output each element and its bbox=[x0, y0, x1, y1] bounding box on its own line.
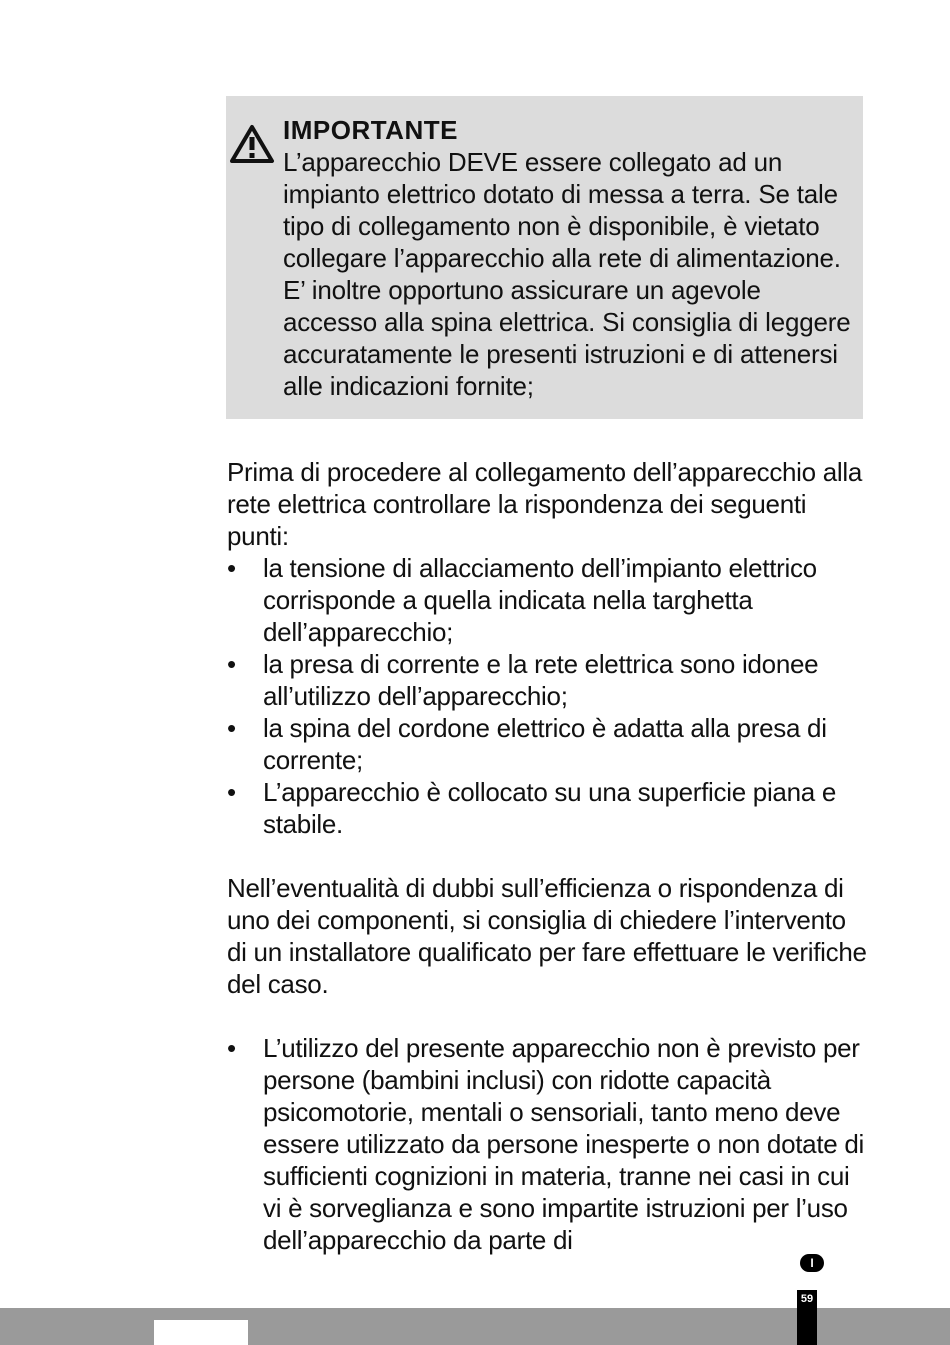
list-item bbox=[227, 1032, 869, 1256]
warning-title: IMPORTANTE bbox=[283, 115, 458, 145]
warning-body: L’apparecchio DEVE essere collegato ad un impianto elettrico dotato di messa a terra. Se tale tipo di collegamento non è disponibile, è vietato collegare l’apparecchio alla rete di alimentazione. E’ inoltre opportuno assicurare un agevole accesso alla spina elettrica. Si consiglia di leggere accuratamente le presenti istruzioni e di attenersi alle indicazioni fornite; bbox=[283, 147, 851, 401]
language-badge: I bbox=[800, 1254, 824, 1272]
page-number: 59 bbox=[800, 1293, 814, 1305]
bullet-icon: • bbox=[227, 649, 236, 679]
bullet-icon: • bbox=[227, 713, 236, 743]
list-item bbox=[227, 552, 869, 648]
checklist bbox=[227, 552, 869, 840]
intro-paragraph: Prima di procedere al collegamento dell’apparecchio alla rete elettrica controllare la rispondenza dei seguenti punti: bbox=[227, 457, 863, 551]
warning-text-block bbox=[283, 114, 858, 402]
list-item-text: la spina del cordone elettrico è adatta alla presa di corrente; bbox=[263, 713, 827, 775]
usage-list bbox=[227, 1032, 869, 1256]
footer-white-block bbox=[154, 1320, 248, 1345]
bullet-icon: • bbox=[227, 553, 236, 583]
main-content bbox=[227, 456, 869, 1256]
doubts-paragraph: Nell’eventualità di dubbi sull’efficienza o rispondenza di uno dei componenti, si consiglia di chiedere l’intervento di un installatore qualificato per fare effettuare le verifiche del caso. bbox=[227, 873, 867, 999]
warning-box bbox=[226, 96, 863, 419]
warning-triangle-icon bbox=[229, 124, 275, 164]
list-item-text: la tensione di allacciamento dell’impianto elettrico corrisponde a quella indicata nella targhetta dell’apparecchio; bbox=[263, 553, 817, 647]
list-item bbox=[227, 776, 869, 840]
bullet-icon: • bbox=[227, 777, 236, 807]
list-item bbox=[227, 712, 869, 776]
bullet-icon: • bbox=[227, 1033, 236, 1063]
list-item-text: la presa di corrente e la rete elettrica sono idonee all’utilizzo dell’apparecchio; bbox=[263, 649, 819, 711]
list-item-text: L’utilizzo del presente apparecchio non è previsto per persone (bambini inclusi) con ridotte capacità psicomotorie, mentali o sensoriali, tanto meno deve essere utilizzato da persone inesperte o non dotate di sufficienti cognizioni in materia, tranne nei casi in cui vi è sorveglianza e sono impartite istruzioni per l’uso dell’apparecchio da parte di bbox=[263, 1033, 864, 1255]
list-item-text: L’apparecchio è collocato su una superficie piana e stabile. bbox=[263, 777, 836, 839]
list-item bbox=[227, 648, 869, 712]
